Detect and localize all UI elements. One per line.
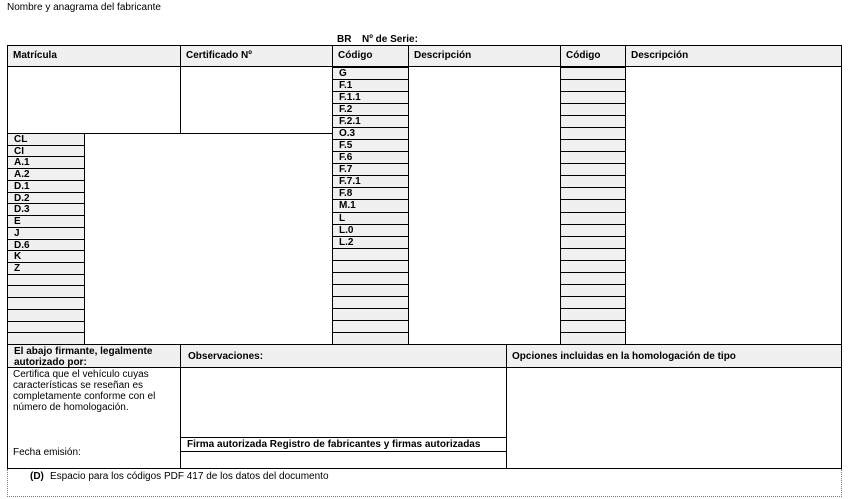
mid-code-cell: F.5	[333, 139, 408, 151]
mid-code-cell	[333, 260, 408, 272]
header-descripcion-1: Descripción	[409, 46, 561, 67]
right-code-cell	[561, 199, 625, 211]
mid-code-cell: F.8	[333, 187, 408, 199]
header-matricula: Matrícula	[8, 46, 181, 67]
mid-code-cell	[333, 272, 408, 284]
divider	[181, 451, 506, 452]
mid-code-cell: L.2	[333, 236, 408, 248]
left-code-cell: D.6	[8, 239, 84, 251]
mid-code-cell: F.2.1	[333, 115, 408, 127]
header-codigo-1: Código	[333, 46, 409, 67]
left-code-cell	[8, 321, 84, 333]
right-code-cell	[561, 79, 625, 91]
divider	[84, 133, 85, 344]
left-code-cell: K	[8, 250, 84, 262]
signer-header: El abajo firmante, legalmente autorizado por:	[14, 346, 153, 368]
left-code-cell: E	[8, 215, 84, 227]
left-code-cell: Z	[8, 262, 84, 274]
right-code-cell	[561, 236, 625, 248]
right-code-cell	[561, 115, 625, 127]
mid-code-cell	[333, 296, 408, 308]
divider	[506, 344, 507, 469]
mid-code-cell: M.1	[333, 199, 408, 211]
signature-header: Firma autorizada Registro de fabricantes y firmas autorizadas	[187, 439, 481, 450]
right-code-cell	[561, 187, 625, 199]
left-code-cell: A.2	[8, 168, 84, 180]
mid-code-cell: L	[333, 212, 408, 224]
right-code-cell	[561, 67, 625, 79]
right-code-cell	[561, 212, 625, 224]
footer-marker: (D)	[30, 471, 44, 482]
mid-code-cell: F.6	[333, 151, 408, 163]
mid-code-cell	[333, 308, 408, 320]
right-code-cell	[561, 151, 625, 163]
right-code-cell	[561, 91, 625, 103]
right-code-cell	[561, 139, 625, 151]
right-code-cell	[561, 103, 625, 115]
mid-code-cell: O.3	[333, 127, 408, 139]
footer-text: Espacio para los códigos PDF 417 de los datos del documento	[50, 471, 329, 482]
manufacturer-label: Nombre y anagrama del fabricante	[7, 2, 161, 13]
mid-code-cell: G	[333, 67, 408, 79]
left-code-cell: A.1	[8, 156, 84, 168]
left-code-cell: J	[8, 227, 84, 239]
left-code-cell	[8, 309, 84, 321]
right-code-cell	[561, 272, 625, 284]
right-code-column	[561, 67, 625, 344]
left-code-column	[8, 133, 84, 344]
left-code-cell	[8, 274, 84, 286]
mid-code-column	[333, 67, 408, 344]
right-code-cell	[561, 320, 625, 332]
left-code-cell	[8, 332, 84, 344]
mid-code-cell	[333, 332, 408, 344]
left-code-cell	[8, 297, 84, 309]
divider	[625, 46, 626, 344]
right-code-cell	[561, 260, 625, 272]
mid-code-cell	[333, 320, 408, 332]
right-code-cell	[561, 308, 625, 320]
left-code-cell: D.3	[8, 203, 84, 215]
right-code-cell	[561, 248, 625, 260]
issue-date-label: Fecha emisión:	[13, 447, 81, 458]
mid-code-cell: F.7.1	[333, 175, 408, 187]
left-code-cell: CL	[8, 133, 84, 145]
serial-prefix: BR	[337, 34, 352, 45]
left-code-cell: D.2	[8, 192, 84, 204]
right-code-cell	[561, 224, 625, 236]
right-code-cell	[561, 332, 625, 344]
options-header: Opciones incluidas en la homologación de tipo	[512, 351, 736, 362]
right-code-cell	[561, 163, 625, 175]
mid-code-cell: F.1.1	[333, 91, 408, 103]
right-code-cell	[561, 296, 625, 308]
certifies-text: Certifica que el vehículo cuyas características se reseñan es completamente conforme con el número de homologación.	[13, 369, 156, 413]
divider	[181, 437, 506, 438]
left-code-cell	[8, 285, 84, 297]
left-code-cell: D.1	[8, 180, 84, 192]
divider	[180, 46, 181, 133]
mid-code-cell: F.1	[333, 79, 408, 91]
header-descripcion-2: Descripción	[626, 46, 841, 67]
mid-code-cell	[333, 284, 408, 296]
table-header-row	[8, 46, 841, 67]
header-codigo-2: Código	[561, 46, 626, 67]
mid-code-cell: F.7	[333, 163, 408, 175]
right-code-cell	[561, 175, 625, 187]
mid-code-cell: L.0	[333, 224, 408, 236]
mid-code-cell: F.2	[333, 103, 408, 115]
right-code-cell	[561, 284, 625, 296]
left-code-cell: CI	[8, 145, 84, 157]
mid-code-cell	[333, 248, 408, 260]
divider	[408, 46, 409, 344]
header-certificado: Certificado Nº	[181, 46, 333, 67]
serial-number-label: Nº de Serie:	[362, 34, 418, 45]
observations-header: Observaciones:	[188, 351, 264, 362]
right-code-cell	[561, 127, 625, 139]
